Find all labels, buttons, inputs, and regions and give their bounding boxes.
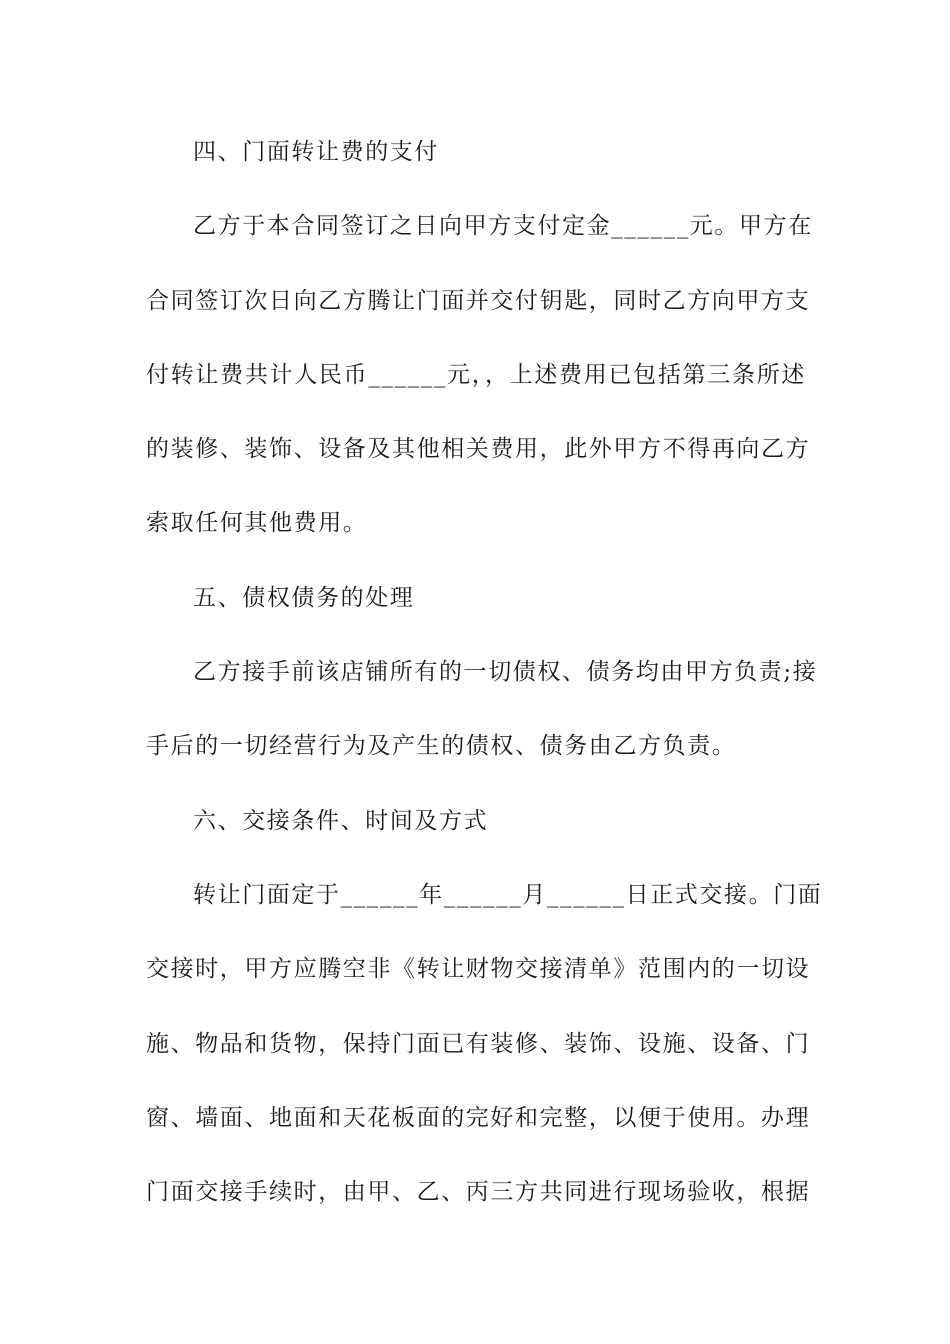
paragraph-line: 乙方于本合同签订之日向甲方支付定金______元。甲方在 bbox=[193, 213, 813, 239]
paragraph-line: 索取任何其他费用。 bbox=[146, 510, 368, 536]
paragraph-line: 合同签订次日向乙方腾让门面并交付钥匙，同时乙方向甲方支 bbox=[146, 288, 811, 314]
paragraph-line: 交接时，甲方应腾空非《转让财物交接清单》范围内的一切设 bbox=[146, 956, 811, 982]
paragraph-line: 手后的一切经营行为及产生的债权、债务由乙方负责。 bbox=[146, 733, 737, 759]
section-heading-handover: 六、交接条件、时间及方式 bbox=[193, 808, 489, 834]
paragraph-line: 乙方接手前该店铺所有的一切债权、债务均由甲方负责;接 bbox=[193, 659, 818, 685]
paragraph-line: 窗、墙面、地面和天花板面的完好和完整，以便于使用。办理 bbox=[146, 1105, 811, 1131]
paragraph-line: 门面交接手续时，由甲、乙、丙三方共同进行现场验收，根据 bbox=[146, 1179, 811, 1205]
paragraph-line: 的装修、装饰、设备及其他相关费用，此外甲方不得再向乙方 bbox=[146, 436, 811, 462]
paragraph-line: 付转让费共计人民币______元，，上述费用已包括第三条所述 bbox=[146, 362, 806, 388]
paragraph-line: 转让门面定于______年______月______日正式交接。门面 bbox=[193, 882, 823, 908]
paragraph-line: 施、物品和货物，保持门面已有装修、装饰、设施、设备、门 bbox=[146, 1031, 811, 1057]
section-heading-debts: 五、债权债务的处理 bbox=[193, 585, 415, 611]
section-heading-payment: 四、门面转让费的支付 bbox=[193, 139, 439, 165]
